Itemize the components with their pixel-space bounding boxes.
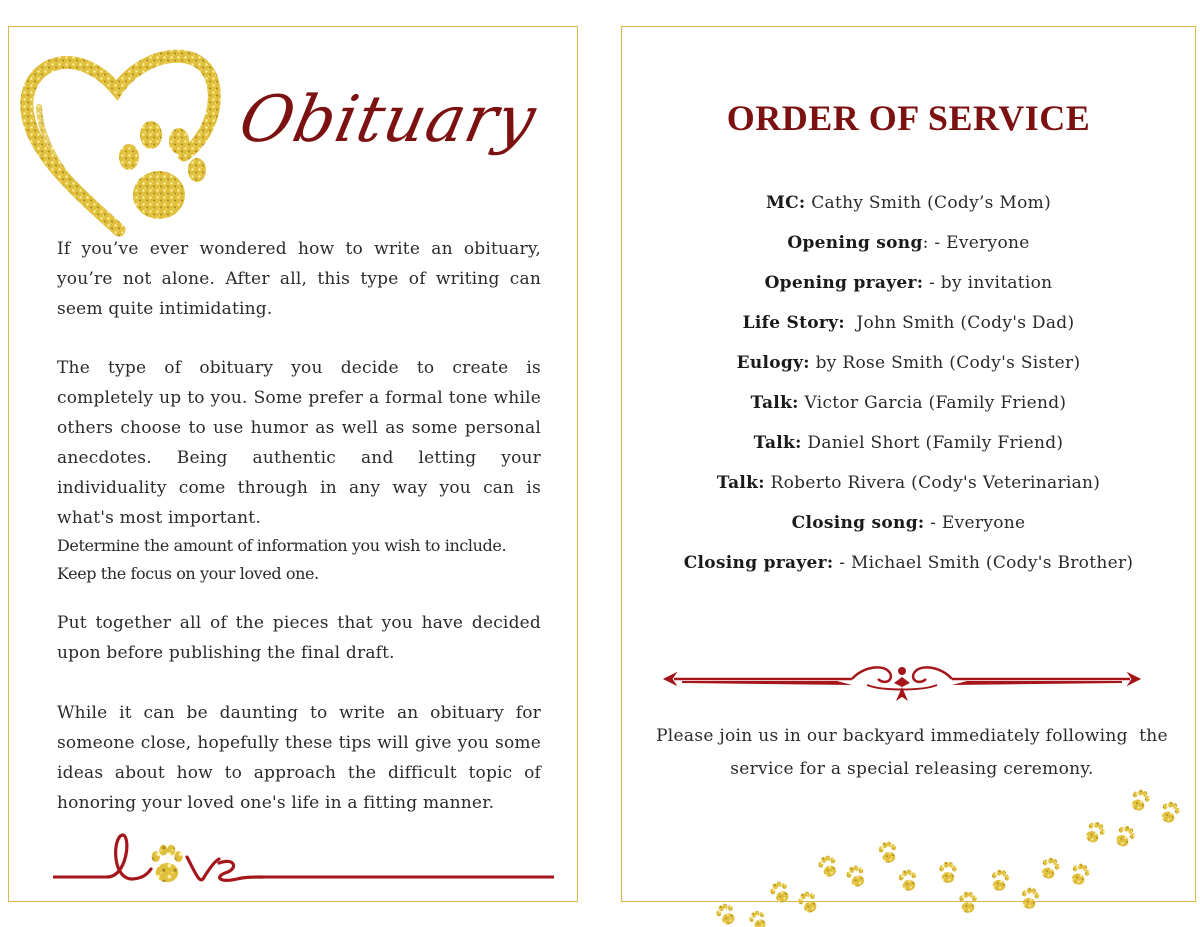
service-item-label: Opening song	[787, 233, 923, 253]
service-item-opening-song	[622, 229, 1195, 269]
ornamental-divider	[662, 657, 1142, 717]
service-item-opening-prayer	[622, 269, 1195, 309]
service-item-closing-prayer	[622, 549, 1195, 589]
service-item-life-story	[622, 309, 1195, 349]
service-item-text: Roberto Rivera (Cody's Veterinarian)	[764, 473, 1101, 493]
service-item-text: John Smith (Cody's Dad)	[844, 313, 1075, 333]
obituary-paragraph: Determine the amount of information you wish to include.	[57, 536, 507, 555]
service-item-text: by Rose Smith (Cody's Sister)	[809, 353, 1081, 373]
obituary-paragraph: Put together all of the pieces that you have decided upon before publishing the final draft.	[57, 613, 541, 663]
service-item-label: Life Story:	[742, 313, 845, 333]
obituary-panel	[8, 26, 578, 902]
service-item-label: Opening prayer:	[764, 273, 924, 293]
obituary-paragraph: If you’ve ever wondered how to write an obituary, you’re not alone. After all, this type of writing can seem quite intimidating.	[57, 239, 541, 319]
order-of-service-panel	[621, 26, 1196, 902]
obituary-paragraph: While it can be daunting to write an obituary for someone close, hopefully these tips will give you some ideas about how to approach the difficult topic of honoring your loved one's life in a fitting manner.	[57, 703, 541, 813]
paw-print-trail-graphic	[700, 780, 1200, 927]
service-item-text: Cathy Smith (Cody’s Mom)	[805, 193, 1052, 213]
obituary-paragraph: Keep the focus on your loved one.	[57, 564, 319, 583]
service-item-text: - Everyone	[924, 513, 1026, 533]
obituary-paragraph: The type of obituary you decide to create is completely up to you. Some prefer a formal tone while others choose to use humor as well as some personal anecdotes. Being authentic and letting your individuality come through in any way you can is what's most important.	[57, 358, 541, 528]
closing-line: Please join us in our backyard immediately following the	[656, 726, 1168, 746]
service-item-label: Talk:	[750, 393, 799, 413]
service-item-text: - Michael Smith (Cody's Brother)	[833, 553, 1134, 573]
service-item-label: Eulogy:	[736, 353, 810, 373]
obituary-title: Obituary	[233, 83, 543, 157]
service-item-eulogy	[622, 349, 1195, 389]
closing-message	[642, 720, 1182, 786]
service-list	[622, 189, 1195, 589]
obituary-body	[57, 234, 541, 818]
glitter-heart-paw-graphic	[9, 35, 239, 245]
service-item-label: Talk:	[716, 473, 765, 493]
service-item-text: Victor Garcia (Family Friend)	[798, 393, 1067, 413]
service-item-closing-song	[622, 509, 1195, 549]
service-item-text: : - Everyone	[922, 233, 1030, 253]
service-item-label: Closing song:	[791, 513, 925, 533]
service-item-text: - by invitation	[923, 273, 1053, 293]
service-item-label: MC:	[765, 193, 806, 213]
service-item-talk	[622, 429, 1195, 469]
love-script-graphic	[49, 817, 559, 897]
closing-line: service for a special releasing ceremony.	[730, 759, 1094, 779]
service-item-text: Daniel Short (Family Friend)	[801, 433, 1064, 453]
service-item-label: Closing prayer:	[683, 553, 834, 573]
service-item-label: Talk:	[753, 433, 802, 453]
service-item-mc	[622, 189, 1195, 229]
order-of-service-title: ORDER OF SERVICE	[726, 98, 1091, 138]
service-item-talk	[622, 469, 1195, 509]
service-item-talk	[622, 389, 1195, 429]
